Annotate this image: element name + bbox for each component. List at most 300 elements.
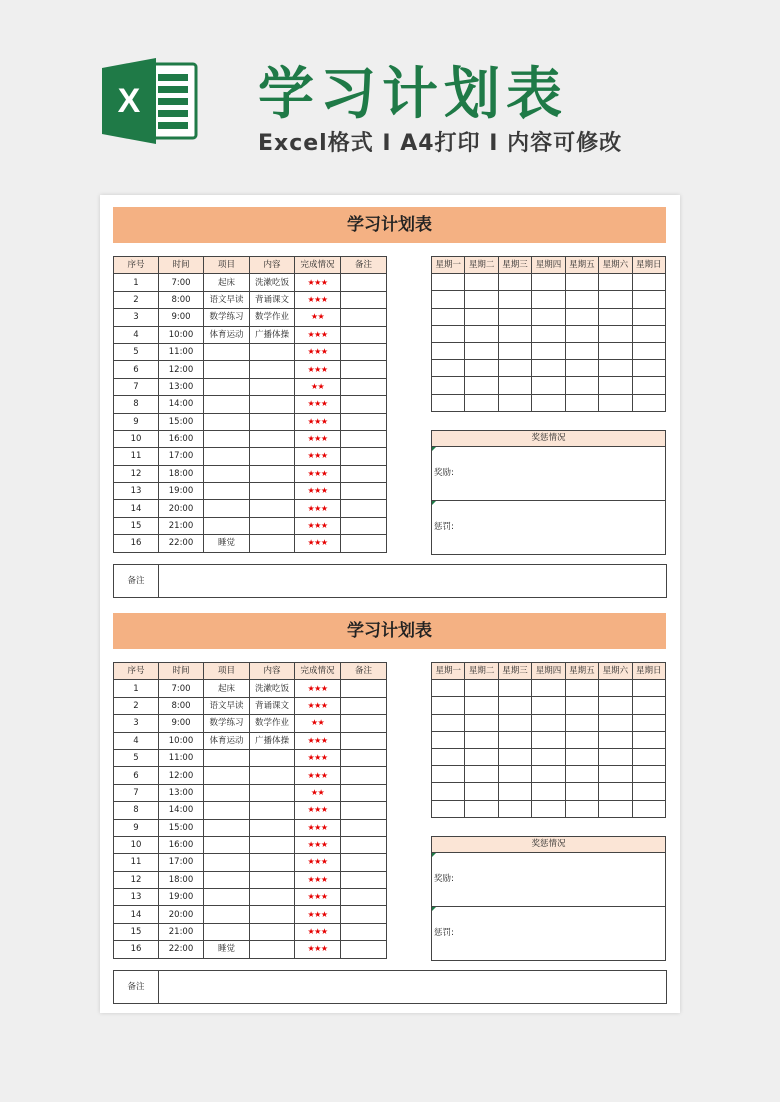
week-cell bbox=[565, 766, 598, 783]
row-time: 7:00 bbox=[159, 274, 204, 291]
week-cell bbox=[565, 291, 598, 308]
row-note bbox=[341, 715, 387, 732]
row-rating-stars: ★★★ bbox=[295, 749, 341, 766]
row-item bbox=[204, 343, 250, 360]
week-row bbox=[432, 377, 666, 394]
week-cell bbox=[632, 325, 665, 342]
row-content bbox=[250, 802, 295, 819]
week-cell bbox=[432, 731, 465, 748]
row-note bbox=[341, 396, 387, 413]
row-rating-stars: ★★★ bbox=[295, 326, 341, 343]
week-cell bbox=[632, 308, 665, 325]
row-content: 洗漱吃饭 bbox=[250, 680, 295, 697]
row-number: 11 bbox=[114, 448, 159, 465]
week-row bbox=[432, 680, 666, 697]
row-item: 数学练习 bbox=[204, 715, 250, 732]
week-cell bbox=[532, 766, 565, 783]
week-cell bbox=[498, 680, 531, 697]
cell-comment-marker bbox=[432, 907, 436, 911]
row-item: 睡觉 bbox=[204, 941, 250, 958]
week-cell bbox=[498, 697, 531, 714]
week-cell bbox=[465, 325, 498, 342]
row-rating-stars: ★★★ bbox=[295, 732, 341, 749]
week-cell bbox=[498, 291, 531, 308]
table-row bbox=[114, 483, 387, 500]
week-cell bbox=[599, 274, 632, 291]
week-cell bbox=[498, 360, 531, 377]
week-day-header: 星期六 bbox=[599, 663, 632, 680]
reward-label: 奖励: bbox=[434, 874, 454, 884]
row-time: 18:00 bbox=[159, 871, 204, 888]
week-cell bbox=[565, 697, 598, 714]
row-note bbox=[341, 291, 387, 308]
row-item bbox=[204, 871, 250, 888]
week-cell bbox=[465, 274, 498, 291]
week-day-header: 星期五 bbox=[565, 663, 598, 680]
week-cell bbox=[599, 308, 632, 325]
row-item: 体育运动 bbox=[204, 732, 250, 749]
week-cell bbox=[465, 377, 498, 394]
row-note bbox=[341, 430, 387, 447]
week-day-header: 星期一 bbox=[432, 257, 465, 274]
week-cell bbox=[432, 377, 465, 394]
plan-column-header: 序号 bbox=[114, 257, 159, 274]
row-content: 广播体操 bbox=[250, 326, 295, 343]
week-day-header: 星期三 bbox=[498, 257, 531, 274]
week-row bbox=[432, 766, 666, 783]
row-time: 13:00 bbox=[159, 784, 204, 801]
plan-block-2 bbox=[100, 601, 680, 996]
week-cell bbox=[632, 680, 665, 697]
weekly-table bbox=[431, 256, 666, 412]
week-day-header: 星期六 bbox=[599, 257, 632, 274]
reward-row bbox=[432, 853, 665, 906]
week-cell bbox=[432, 342, 465, 359]
row-content: 数学作业 bbox=[250, 715, 295, 732]
week-cell bbox=[632, 731, 665, 748]
row-note bbox=[341, 906, 387, 923]
week-row bbox=[432, 360, 666, 377]
table-row bbox=[114, 889, 387, 906]
row-time: 19:00 bbox=[159, 889, 204, 906]
table-row bbox=[114, 784, 387, 801]
week-day-header: 星期日 bbox=[632, 663, 665, 680]
week-cell bbox=[565, 748, 598, 765]
row-content bbox=[250, 430, 295, 447]
row-content bbox=[250, 889, 295, 906]
block-title: 学习计划表 bbox=[113, 613, 666, 649]
row-item bbox=[204, 906, 250, 923]
row-content bbox=[250, 906, 295, 923]
row-time: 22:00 bbox=[159, 535, 204, 552]
week-cell bbox=[432, 291, 465, 308]
plan-column-header: 备注 bbox=[341, 663, 387, 680]
plan-column-header: 完成情况 bbox=[295, 257, 341, 274]
row-item: 起床 bbox=[204, 274, 250, 291]
table-row bbox=[114, 413, 387, 430]
row-item bbox=[204, 836, 250, 853]
row-rating-stars: ★★★ bbox=[295, 836, 341, 853]
row-number: 16 bbox=[114, 941, 159, 958]
row-note bbox=[341, 680, 387, 697]
cell-comment-marker bbox=[432, 853, 436, 857]
row-note bbox=[341, 413, 387, 430]
week-cell bbox=[565, 680, 598, 697]
table-row bbox=[114, 732, 387, 749]
table-row bbox=[114, 309, 387, 326]
row-rating-stars: ★★★ bbox=[295, 500, 341, 517]
week-row bbox=[432, 308, 666, 325]
row-number: 10 bbox=[114, 430, 159, 447]
table-row bbox=[114, 396, 387, 413]
row-rating-stars: ★★★ bbox=[295, 465, 341, 482]
week-cell bbox=[432, 308, 465, 325]
row-rating-stars: ★★★ bbox=[295, 906, 341, 923]
row-note bbox=[341, 483, 387, 500]
row-item bbox=[204, 500, 250, 517]
row-time: 9:00 bbox=[159, 715, 204, 732]
week-cell bbox=[532, 783, 565, 800]
week-cell bbox=[532, 748, 565, 765]
week-cell bbox=[632, 800, 665, 817]
plan-column-header: 时间 bbox=[159, 257, 204, 274]
punish-row bbox=[432, 500, 665, 554]
reward-title: 奖惩情况 bbox=[432, 431, 665, 447]
week-cell bbox=[432, 325, 465, 342]
row-note bbox=[341, 732, 387, 749]
row-number: 4 bbox=[114, 326, 159, 343]
week-cell bbox=[599, 748, 632, 765]
week-cell bbox=[498, 394, 531, 411]
week-cell bbox=[565, 274, 598, 291]
row-content: 背诵课文 bbox=[250, 291, 295, 308]
table-row bbox=[114, 517, 387, 534]
row-content bbox=[250, 535, 295, 552]
table-row bbox=[114, 819, 387, 836]
row-time: 15:00 bbox=[159, 819, 204, 836]
week-cell bbox=[599, 766, 632, 783]
row-item bbox=[204, 413, 250, 430]
row-content bbox=[250, 517, 295, 534]
row-content: 洗漱吃饭 bbox=[250, 274, 295, 291]
row-rating-stars: ★★★ bbox=[295, 413, 341, 430]
row-content bbox=[250, 448, 295, 465]
week-cell bbox=[432, 766, 465, 783]
week-cell bbox=[465, 714, 498, 731]
row-number: 13 bbox=[114, 483, 159, 500]
week-day-header: 星期日 bbox=[632, 257, 665, 274]
reward-title: 奖惩情况 bbox=[432, 837, 665, 853]
plan-header-row bbox=[114, 257, 387, 274]
row-note bbox=[341, 274, 387, 291]
week-cell bbox=[565, 325, 598, 342]
week-cell bbox=[565, 308, 598, 325]
week-cell bbox=[632, 783, 665, 800]
row-number: 12 bbox=[114, 465, 159, 482]
row-number: 13 bbox=[114, 889, 159, 906]
row-rating-stars: ★★ bbox=[295, 784, 341, 801]
table-row bbox=[114, 274, 387, 291]
plan-column-header: 备注 bbox=[341, 257, 387, 274]
block-title: 学习计划表 bbox=[113, 207, 666, 243]
week-cell bbox=[632, 377, 665, 394]
row-note bbox=[341, 941, 387, 958]
week-cell bbox=[632, 748, 665, 765]
table-row bbox=[114, 836, 387, 853]
note-row bbox=[114, 971, 667, 1004]
week-cell bbox=[498, 748, 531, 765]
week-cell bbox=[532, 731, 565, 748]
row-note bbox=[341, 819, 387, 836]
week-cell bbox=[465, 308, 498, 325]
row-rating-stars: ★★★ bbox=[295, 274, 341, 291]
row-rating-stars: ★★★ bbox=[295, 291, 341, 308]
note-row bbox=[114, 565, 667, 598]
week-row bbox=[432, 697, 666, 714]
row-item: 语文早读 bbox=[204, 697, 250, 714]
row-number: 11 bbox=[114, 854, 159, 871]
row-number: 15 bbox=[114, 923, 159, 940]
row-number: 6 bbox=[114, 361, 159, 378]
week-row bbox=[432, 783, 666, 800]
table-row bbox=[114, 923, 387, 940]
row-note bbox=[341, 535, 387, 552]
note-label: 备注 bbox=[114, 971, 159, 1004]
week-cell bbox=[532, 394, 565, 411]
row-content: 广播体操 bbox=[250, 732, 295, 749]
row-rating-stars: ★★★ bbox=[295, 483, 341, 500]
row-content bbox=[250, 343, 295, 360]
row-item: 数学练习 bbox=[204, 309, 250, 326]
punish-label: 惩罚: bbox=[434, 522, 454, 532]
row-number: 14 bbox=[114, 906, 159, 923]
row-content bbox=[250, 836, 295, 853]
week-cell bbox=[632, 394, 665, 411]
plan-column-header: 内容 bbox=[250, 663, 295, 680]
excel-logo-letter: X bbox=[117, 82, 141, 120]
row-time: 16:00 bbox=[159, 430, 204, 447]
row-time: 10:00 bbox=[159, 326, 204, 343]
row-rating-stars: ★★★ bbox=[295, 854, 341, 871]
week-cell bbox=[565, 714, 598, 731]
row-rating-stars: ★★★ bbox=[295, 819, 341, 836]
row-content: 背诵课文 bbox=[250, 697, 295, 714]
week-cell bbox=[465, 680, 498, 697]
row-content: 数学作业 bbox=[250, 309, 295, 326]
row-note bbox=[341, 784, 387, 801]
row-number: 1 bbox=[114, 680, 159, 697]
week-cell bbox=[498, 731, 531, 748]
week-row bbox=[432, 274, 666, 291]
week-row bbox=[432, 394, 666, 411]
week-cell bbox=[599, 731, 632, 748]
week-cell bbox=[465, 342, 498, 359]
row-number: 12 bbox=[114, 871, 159, 888]
table-row bbox=[114, 715, 387, 732]
row-note bbox=[341, 889, 387, 906]
row-time: 14:00 bbox=[159, 802, 204, 819]
row-rating-stars: ★★★ bbox=[295, 517, 341, 534]
table-row bbox=[114, 500, 387, 517]
row-time: 13:00 bbox=[159, 378, 204, 395]
row-number: 7 bbox=[114, 378, 159, 395]
week-cell bbox=[599, 291, 632, 308]
row-rating-stars: ★★★ bbox=[295, 697, 341, 714]
punish-label: 惩罚: bbox=[434, 928, 454, 938]
row-item bbox=[204, 802, 250, 819]
week-cell bbox=[565, 342, 598, 359]
week-cell bbox=[532, 308, 565, 325]
row-number: 5 bbox=[114, 343, 159, 360]
row-content bbox=[250, 854, 295, 871]
row-time: 18:00 bbox=[159, 465, 204, 482]
week-row bbox=[432, 714, 666, 731]
row-content bbox=[250, 465, 295, 482]
week-cell bbox=[465, 783, 498, 800]
cell-comment-marker bbox=[432, 447, 436, 451]
row-item: 起床 bbox=[204, 680, 250, 697]
week-cell bbox=[465, 800, 498, 817]
table-row bbox=[114, 430, 387, 447]
row-time: 8:00 bbox=[159, 291, 204, 308]
week-cell bbox=[432, 714, 465, 731]
row-note bbox=[341, 836, 387, 853]
row-time: 17:00 bbox=[159, 448, 204, 465]
row-note bbox=[341, 309, 387, 326]
row-time: 12:00 bbox=[159, 767, 204, 784]
row-number: 2 bbox=[114, 697, 159, 714]
row-time: 20:00 bbox=[159, 906, 204, 923]
row-rating-stars: ★★★ bbox=[295, 448, 341, 465]
row-content bbox=[250, 784, 295, 801]
reward-section bbox=[431, 836, 666, 961]
week-cell bbox=[498, 766, 531, 783]
table-row bbox=[114, 535, 387, 552]
row-time: 17:00 bbox=[159, 854, 204, 871]
week-row bbox=[432, 731, 666, 748]
page-subtitle: Excel格式 I A4打印 I 内容可修改 bbox=[258, 131, 623, 156]
week-day-header: 星期一 bbox=[432, 663, 465, 680]
plan-table bbox=[113, 256, 387, 553]
row-rating-stars: ★★★ bbox=[295, 889, 341, 906]
week-header-row bbox=[432, 257, 666, 274]
plan-block-1 bbox=[100, 195, 680, 590]
row-time: 11:00 bbox=[159, 343, 204, 360]
row-time: 10:00 bbox=[159, 732, 204, 749]
row-time: 11:00 bbox=[159, 749, 204, 766]
week-cell bbox=[632, 342, 665, 359]
row-content bbox=[250, 500, 295, 517]
week-cell bbox=[599, 342, 632, 359]
row-item bbox=[204, 361, 250, 378]
week-cell bbox=[565, 783, 598, 800]
week-cell bbox=[432, 800, 465, 817]
row-note bbox=[341, 923, 387, 940]
week-cell bbox=[565, 377, 598, 394]
row-note bbox=[341, 749, 387, 766]
row-note bbox=[341, 448, 387, 465]
week-row bbox=[432, 291, 666, 308]
excel-icon bbox=[100, 56, 200, 146]
row-number: 9 bbox=[114, 819, 159, 836]
week-cell bbox=[498, 377, 531, 394]
row-number: 8 bbox=[114, 802, 159, 819]
row-content bbox=[250, 413, 295, 430]
week-day-header: 星期三 bbox=[498, 663, 531, 680]
row-time: 21:00 bbox=[159, 517, 204, 534]
row-content bbox=[250, 767, 295, 784]
row-time: 15:00 bbox=[159, 413, 204, 430]
plan-column-header: 项目 bbox=[204, 257, 250, 274]
plan-table bbox=[113, 662, 387, 959]
row-note bbox=[341, 343, 387, 360]
week-cell bbox=[498, 342, 531, 359]
plan-column-header: 序号 bbox=[114, 663, 159, 680]
week-cell bbox=[565, 360, 598, 377]
row-rating-stars: ★★★ bbox=[295, 767, 341, 784]
row-time: 14:00 bbox=[159, 396, 204, 413]
table-row bbox=[114, 378, 387, 395]
row-number: 3 bbox=[114, 715, 159, 732]
week-cell bbox=[465, 360, 498, 377]
week-cell bbox=[498, 800, 531, 817]
row-time: 21:00 bbox=[159, 923, 204, 940]
row-rating-stars: ★★★ bbox=[295, 343, 341, 360]
row-item bbox=[204, 396, 250, 413]
table-row bbox=[114, 906, 387, 923]
row-item bbox=[204, 378, 250, 395]
week-day-header: 星期四 bbox=[532, 663, 565, 680]
reward-label: 奖励: bbox=[434, 468, 454, 478]
row-rating-stars: ★★★ bbox=[295, 430, 341, 447]
week-cell bbox=[532, 697, 565, 714]
week-row bbox=[432, 748, 666, 765]
week-cell bbox=[432, 748, 465, 765]
week-cell bbox=[599, 360, 632, 377]
row-content bbox=[250, 871, 295, 888]
row-time: 20:00 bbox=[159, 500, 204, 517]
row-note bbox=[341, 326, 387, 343]
week-cell bbox=[632, 274, 665, 291]
row-item bbox=[204, 819, 250, 836]
row-item: 睡觉 bbox=[204, 535, 250, 552]
row-rating-stars: ★★★ bbox=[295, 361, 341, 378]
week-cell bbox=[532, 377, 565, 394]
spreadsheet-preview bbox=[100, 195, 680, 1013]
week-cell bbox=[599, 377, 632, 394]
week-row bbox=[432, 800, 666, 817]
row-item bbox=[204, 465, 250, 482]
row-content bbox=[250, 378, 295, 395]
table-row bbox=[114, 448, 387, 465]
week-cell bbox=[465, 748, 498, 765]
week-cell bbox=[532, 342, 565, 359]
table-row bbox=[114, 802, 387, 819]
preview-header bbox=[0, 0, 780, 185]
row-time: 22:00 bbox=[159, 941, 204, 958]
plan-column-header: 时间 bbox=[159, 663, 204, 680]
week-row bbox=[432, 325, 666, 342]
week-cell bbox=[632, 360, 665, 377]
row-item bbox=[204, 767, 250, 784]
note-label: 备注 bbox=[114, 565, 159, 598]
week-cell bbox=[532, 680, 565, 697]
row-rating-stars: ★★★ bbox=[295, 680, 341, 697]
week-cell bbox=[565, 731, 598, 748]
plan-column-header: 项目 bbox=[204, 663, 250, 680]
week-cell bbox=[465, 731, 498, 748]
week-cell bbox=[599, 697, 632, 714]
